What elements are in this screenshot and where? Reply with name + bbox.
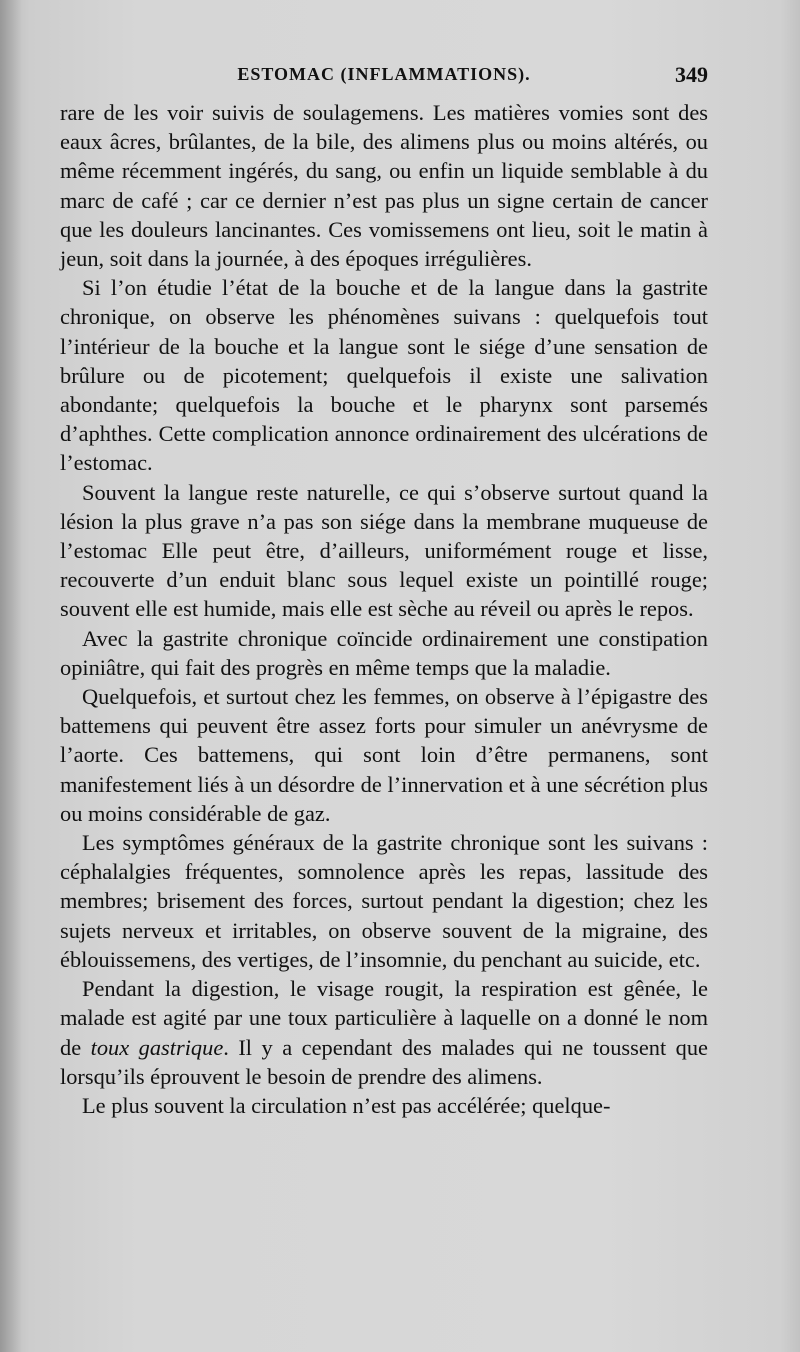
- paragraph-constipation: Avec la gastrite chronique coïncide ordinairement une constipation opiniâtre, qui fait des progrès en même temps que la maladie.: [60, 625, 708, 680]
- paragraph-vomissements: rare de les voir suivis de soulagemens. Les matières vomies sont des eaux âcres, brûlantes, de la bile, des alimens plus ou moins altérés, ou même récemment ingérés, du sang, ou enfin un liquide semblable à du marc de café ; car ce dernier n’est pas plus un signe certain de cancer que les douleurs lancinantes. Ces vomissemens ont lieu, soit le matin à jeun, soit dans la journée, à des époques irrégulières.: [60, 100, 708, 272]
- paragraph-battemens: Quelquefois, et surtout chez les femmes, on observe à l’épigastre des battemens qui peuvent être assez forts pour simuler un anévrysme de l’aorte. Ces battemens, qui sont loin d’être permanens, sont manifestement liés à un désordre de l’innervation et à une sécrétion plus ou moins considérable de gaz.: [60, 684, 708, 826]
- body-text: [60, 98, 708, 1120]
- toux-gastrique-term: toux gastrique: [90, 1034, 224, 1060]
- gutter-shadow: [0, 0, 22, 1352]
- running-head: ESTOMAC (INFLAMMATIONS).: [237, 64, 531, 84]
- paragraph-bouche-langue: Si l’on étudie l’état de la bouche et de la langue dans la gastrite chronique, on observe les phénomènes suivans : quelquefois tout l’intérieur de la bouche et la langue sont le siége d’une sensation de brûlure ou de picotement; quelquefois il existe une salivation abondante; quelquefois la bouche et le pharynx sont parsemés d’aphthes. Cette complication annonce ordinairement des ulcérations de l’estomac.: [60, 275, 708, 476]
- paragraph-circulation: Le plus souvent la circulation n’est pas accélérée; quelque-: [82, 1092, 611, 1118]
- digestion-text-after: . Il y a cependant des malades qui ne toussent que lorsqu’ils éprouvent le besoin de prendre des alimens.: [60, 1034, 708, 1089]
- paragraph-symptomes-generaux: Les symptômes généraux de la gastrite chronique sont les suivans : céphalalgies fréquentes, somnolence après les repas, lassitude des membres; brisement des forces, surtout pendant la digestion; chez les sujets nerveux et irritables, on observe souvent de la migraine, des éblouissemens, des vertiges, de l’insomnie, du penchant au suicide, etc.: [60, 830, 708, 972]
- paragraph-langue-naturelle: Souvent la langue reste naturelle, ce qui s’observe surtout quand la lésion la plus grave n’a pas son siége dans la membrane muqueuse de l’estomac Elle peut être, d’ailleurs, uniformément rouge et lisse, recouverte d’un enduit blanc sous lequel existe un pointillé rouge; souvent elle est humide, mais elle est sèche au réveil ou après le repos.: [60, 479, 708, 622]
- page-header: [60, 60, 708, 90]
- page-number: 349: [675, 62, 708, 87]
- paragraph-digestion: [60, 974, 708, 1091]
- digestion-text-before: Pendant la digestion, le visage rougit, la respiration est gênée, le malade est agité par une toux particulière à laquelle on a donné le nom de: [60, 976, 708, 1060]
